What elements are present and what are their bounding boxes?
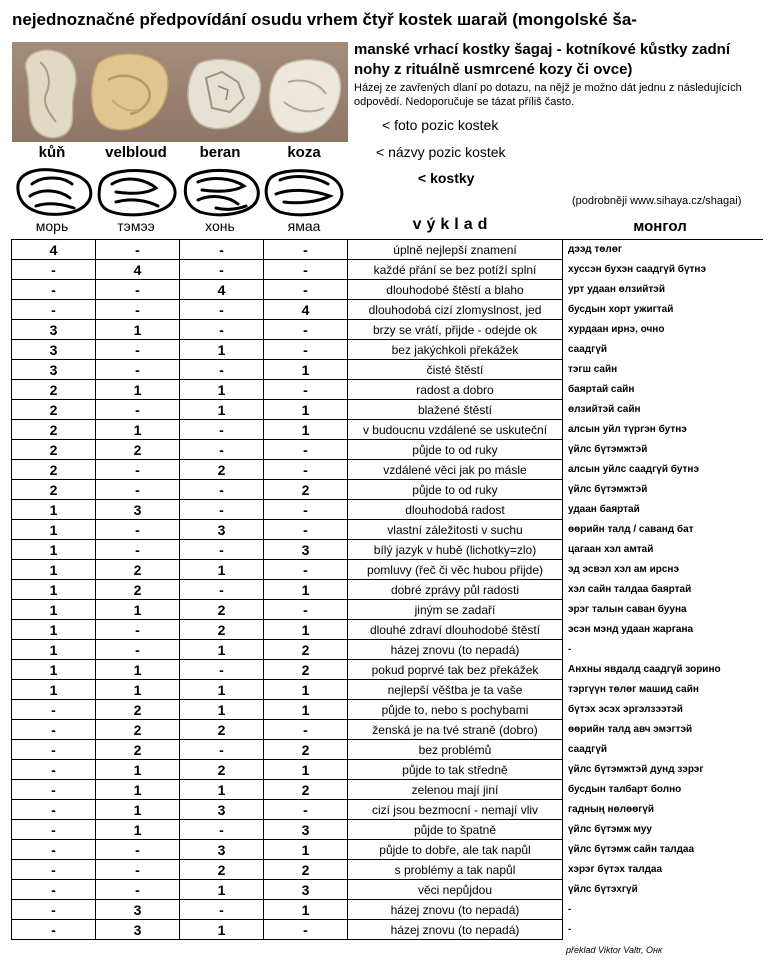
count-goat: 2 xyxy=(264,660,348,680)
interpretation-mn: бусдын талбарт болно xyxy=(568,783,682,795)
count-goat: 1 xyxy=(264,620,348,640)
count-sheep: 1 xyxy=(180,880,264,900)
interpretation-cz: pokud poprvé tak bez překážek xyxy=(348,660,563,680)
table-row xyxy=(12,260,763,280)
interpretation-cz: dlouhodobé štěstí a blaho xyxy=(348,280,563,300)
interpretation-mn: үйлс бүтэмжтэй xyxy=(568,443,648,455)
count-horse: 1 xyxy=(12,600,96,620)
table-row xyxy=(12,680,763,700)
count-horse: - xyxy=(12,880,96,900)
count-camel: 3 xyxy=(96,920,180,940)
interpretation-mn: саадгүй xyxy=(568,743,608,755)
count-horse: 1 xyxy=(12,520,96,540)
count-camel: - xyxy=(96,620,180,640)
interpretation-mn: үйлс бүтэмж сайн талдаа xyxy=(568,843,695,855)
count-sheep: - xyxy=(180,320,264,340)
interpretation-cz: brzy se vrátí, přijde - odejde ok xyxy=(348,320,563,340)
table-row xyxy=(12,840,763,860)
photo-label: < foto pozic kostek xyxy=(382,117,499,133)
interpretation-cz: půjde to od ruky xyxy=(348,480,563,500)
count-camel: - xyxy=(96,640,180,660)
interpretation-cz: pomluvy (řeč či věc hubou přijde) xyxy=(348,560,563,580)
column-header-vyklad: výklad xyxy=(412,216,493,233)
table-row xyxy=(12,240,763,260)
count-camel: - xyxy=(96,360,180,380)
count-sheep: - xyxy=(180,540,264,560)
count-goat: 3 xyxy=(264,880,348,900)
count-goat: 1 xyxy=(264,420,348,440)
count-goat: - xyxy=(264,920,348,940)
interpretation-cz: blažené štěstí xyxy=(348,400,563,420)
instructions-note: Házej ze zavřených dlaní po dotazu, na nějž je možno dát jednu z následujících odpovědí. Nedoporučuje se tázat příliš často. xyxy=(354,82,742,108)
interpretation-cz: bez jakýchkoli překážek xyxy=(348,340,563,360)
count-horse: - xyxy=(12,260,96,280)
count-goat: 3 xyxy=(264,540,348,560)
count-sheep: 3 xyxy=(180,800,264,820)
interpretation-mn: урт удаан өлзийтэй xyxy=(568,283,665,295)
count-goat: 1 xyxy=(264,700,348,720)
count-camel: - xyxy=(96,540,180,560)
count-sheep: - xyxy=(180,420,264,440)
count-sheep: 1 xyxy=(180,920,264,940)
table-row xyxy=(12,580,763,600)
count-goat: 1 xyxy=(264,400,348,420)
table-row xyxy=(12,860,763,880)
position-names-mongolian xyxy=(12,218,348,236)
bone-horse-drawing xyxy=(18,170,91,215)
interpretation-cz: v budoucnu vzdálené se uskuteční xyxy=(348,420,563,440)
table-row xyxy=(12,340,763,360)
count-sheep: - xyxy=(180,660,264,680)
interpretation-mn: эрэг талын саван бууна xyxy=(568,603,687,615)
count-sheep: - xyxy=(180,440,264,460)
table-row xyxy=(12,900,763,920)
interpretation-mn: дээд төлөг xyxy=(563,240,763,260)
position-mn-camel: тэмээ xyxy=(117,218,155,234)
interpretation-cz: nejlepší věštba je ta vaše xyxy=(348,680,563,700)
interpretation-cz: házej znovu (to nepadá) xyxy=(348,900,563,920)
position-camel: velbloud xyxy=(105,144,167,161)
interpretation-mn: баяртай сайн xyxy=(568,383,635,395)
interpretation-cz: každé přání se bez potíží splní xyxy=(348,260,563,280)
interpretation-cz: bílý jazyk v hubě (lichotky=zlo) xyxy=(348,540,563,560)
interpretation-cz: radost a dobro xyxy=(348,380,563,400)
count-camel: 2 xyxy=(96,560,180,580)
interpretation-mn: эсэн мэнд удаан жаргана xyxy=(568,623,694,635)
interpretation-cz: věci nepůjdou xyxy=(348,880,563,900)
page-title: nejednoznačné předpovídání osudu vrhem čtyř kostek шагай (mongolské ša- xyxy=(12,10,637,29)
bone-sheep-drawing xyxy=(185,171,258,215)
table-row xyxy=(12,300,763,320)
interpretation-mn: алсын уйл түргэн бутнэ xyxy=(568,423,687,435)
position-goat: koza xyxy=(287,144,321,161)
count-camel: 1 xyxy=(96,820,180,840)
count-horse: 1 xyxy=(12,580,96,600)
count-goat: 1 xyxy=(264,900,348,920)
interpretation-mn: удаан баяртай xyxy=(568,503,640,515)
bones-photo xyxy=(12,42,348,142)
table-row xyxy=(12,820,763,840)
count-sheep: - xyxy=(180,300,264,320)
table-row xyxy=(12,740,763,760)
table-row xyxy=(12,380,763,400)
interpretation-mn: хэл сайн талдаа баяртай xyxy=(568,583,692,595)
count-sheep: 1 xyxy=(180,380,264,400)
count-goat: - xyxy=(264,520,348,540)
position-mn-goat: ямаа xyxy=(287,218,321,234)
interpretation-cz: dobré zprávy půl radosti xyxy=(348,580,563,600)
count-sheep: 1 xyxy=(180,560,264,580)
table-row xyxy=(12,540,763,560)
count-camel: 1 xyxy=(96,780,180,800)
count-horse: 2 xyxy=(12,440,96,460)
interpretation-cz: zelenou mají jiní xyxy=(348,780,563,800)
count-goat: - xyxy=(264,600,348,620)
count-horse: - xyxy=(12,780,96,800)
count-camel: 1 xyxy=(96,680,180,700)
interpretation-mn: эд эсвэл хэл ам ирснэ xyxy=(568,563,679,575)
position-sheep: beran xyxy=(199,144,241,161)
count-horse: 3 xyxy=(12,320,96,340)
count-goat: 4 xyxy=(264,300,348,320)
count-horse: 1 xyxy=(12,660,96,680)
interpretation-cz: házej znovu (to nepadá) xyxy=(348,920,563,940)
interpretation-cz: úplně nejlepší znamení xyxy=(348,240,563,260)
count-goat: 1 xyxy=(264,580,348,600)
count-sheep: 2 xyxy=(180,760,264,780)
count-horse: 1 xyxy=(12,540,96,560)
count-camel: 4 xyxy=(96,260,180,280)
count-goat: 1 xyxy=(264,840,348,860)
interpretation-mn: үйлс бүтэмжтэй дунд зэрэг xyxy=(568,763,704,775)
bone-photo-camel xyxy=(92,54,168,130)
count-sheep: 1 xyxy=(180,400,264,420)
count-camel: 3 xyxy=(96,500,180,520)
count-goat: - xyxy=(264,500,348,520)
interpretation-cz: čisté štěstí xyxy=(348,360,563,380)
interpretation-mn: саадгүй xyxy=(568,343,608,355)
count-goat: - xyxy=(264,260,348,280)
count-horse: - xyxy=(12,860,96,880)
interpretation-mn: үйлс бүтэмжтэй xyxy=(568,483,648,495)
position-mn-sheep: хонь xyxy=(205,218,235,234)
count-camel: 1 xyxy=(96,660,180,680)
count-horse: - xyxy=(12,900,96,920)
count-camel: - xyxy=(96,840,180,860)
count-goat: 3 xyxy=(264,820,348,840)
count-sheep: 1 xyxy=(180,640,264,660)
interpretation-cz: bez problémů xyxy=(348,740,563,760)
count-camel: - xyxy=(96,520,180,540)
table-row xyxy=(12,320,763,340)
count-horse: - xyxy=(12,280,96,300)
count-horse: 1 xyxy=(12,500,96,520)
count-goat: - xyxy=(264,340,348,360)
count-sheep: - xyxy=(180,740,264,760)
count-camel: - xyxy=(96,340,180,360)
bones-label: < kostky xyxy=(418,170,475,186)
count-camel: - xyxy=(96,280,180,300)
interpretation-cz: půjde to tak středně xyxy=(348,760,563,780)
table-row xyxy=(12,280,763,300)
count-camel: 2 xyxy=(96,700,180,720)
count-horse: 2 xyxy=(12,460,96,480)
count-sheep: 3 xyxy=(180,520,264,540)
interpretation-mn: хуссэн бухэн саадгүй бүтнэ xyxy=(568,263,706,275)
count-camel: 2 xyxy=(96,720,180,740)
count-camel: - xyxy=(96,300,180,320)
bone-photo-horse xyxy=(25,50,76,138)
count-camel: 2 xyxy=(96,440,180,460)
table-row xyxy=(12,500,763,520)
count-horse: - xyxy=(12,300,96,320)
interpretation-mn: - xyxy=(568,903,572,915)
interpretation-mn: цагаан хэл амтай xyxy=(568,543,654,555)
subtitle: manské vrhací kostky šagaj - kotníkové kůstky zadní nohy z rituálně usmrcené kozy či ovce) xyxy=(354,41,730,78)
count-goat: 2 xyxy=(264,640,348,660)
interpretation-mn: өөрийн талд / саванд бат xyxy=(568,523,694,535)
bone-photo-sheep xyxy=(188,59,261,128)
interpretation-cz: s problémy a tak napůl xyxy=(348,860,563,880)
count-camel: 1 xyxy=(96,760,180,780)
count-camel: - xyxy=(96,400,180,420)
count-camel: 1 xyxy=(96,380,180,400)
count-goat: - xyxy=(264,280,348,300)
bone-camel-drawing xyxy=(99,171,175,215)
count-sheep: 4 xyxy=(180,280,264,300)
position-mn-horse: морь xyxy=(35,218,69,234)
count-camel: - xyxy=(96,240,180,260)
count-horse: 1 xyxy=(12,640,96,660)
column-header-mongol: монгол xyxy=(633,218,687,235)
table-row xyxy=(12,440,763,460)
count-horse: - xyxy=(12,920,96,940)
interpretation-mn: хурдаан ирнэ, очно xyxy=(568,323,665,335)
table-row xyxy=(12,660,763,680)
table-row xyxy=(12,520,763,540)
count-horse: 2 xyxy=(12,420,96,440)
count-camel: - xyxy=(96,480,180,500)
count-goat: 2 xyxy=(264,740,348,760)
table-row xyxy=(12,360,763,380)
count-horse: - xyxy=(12,700,96,720)
count-horse: - xyxy=(12,740,96,760)
count-horse: 1 xyxy=(12,620,96,640)
table-row xyxy=(12,780,763,800)
divination-table xyxy=(11,239,763,940)
count-goat: - xyxy=(264,380,348,400)
count-camel: 1 xyxy=(96,420,180,440)
table-row xyxy=(12,920,763,940)
count-sheep: 1 xyxy=(180,780,264,800)
count-goat: - xyxy=(264,240,348,260)
count-sheep: 2 xyxy=(180,860,264,880)
table-row xyxy=(12,420,763,440)
position-names xyxy=(12,144,348,164)
count-goat: - xyxy=(264,560,348,580)
count-camel: 2 xyxy=(96,740,180,760)
interpretation-mn: тэгш сайн xyxy=(568,363,618,375)
bone-photo-goat xyxy=(270,60,341,133)
interpretation-mn: хэрэг бүтэх талдаа xyxy=(568,863,663,875)
count-goat: 1 xyxy=(264,680,348,700)
count-goat: - xyxy=(264,440,348,460)
interpretation-cz: vzdálené věci jak po másle xyxy=(348,460,563,480)
count-sheep: 3 xyxy=(180,840,264,860)
interpretation-mn: - xyxy=(568,643,572,655)
table-row xyxy=(12,760,763,780)
table-row xyxy=(12,800,763,820)
count-sheep: - xyxy=(180,240,264,260)
table-row xyxy=(12,400,763,420)
interpretation-cz: ženská je na tvé straně (dobro) xyxy=(348,720,563,740)
count-sheep: 2 xyxy=(180,720,264,740)
count-camel: 1 xyxy=(96,320,180,340)
interpretation-cz: dlouhodobá cizí zlomyslnost, jed xyxy=(348,300,563,320)
interpretation-cz: půjde to, nebo s pochybami xyxy=(348,700,563,720)
count-camel: 1 xyxy=(96,600,180,620)
table-row xyxy=(12,620,763,640)
count-goat: - xyxy=(264,800,348,820)
count-horse: - xyxy=(12,760,96,780)
count-horse: - xyxy=(12,820,96,840)
interpretation-cz: dlouhé zdraví dlouhodobé štěstí xyxy=(348,620,563,640)
count-horse: 3 xyxy=(12,340,96,360)
interpretation-cz: dlouhodobá radost xyxy=(348,500,563,520)
count-goat: 2 xyxy=(264,860,348,880)
count-sheep: - xyxy=(180,260,264,280)
count-sheep: - xyxy=(180,360,264,380)
interpretation-cz: půjde to špatně xyxy=(348,820,563,840)
position-names-label: < názvy pozic kostek xyxy=(376,144,506,160)
count-horse: 3 xyxy=(12,360,96,380)
count-sheep: 2 xyxy=(180,460,264,480)
count-camel: - xyxy=(96,880,180,900)
interpretation-mn: Анхны явдалд саадгүй зорино xyxy=(568,663,721,675)
count-camel: 1 xyxy=(96,800,180,820)
count-goat: 2 xyxy=(264,480,348,500)
table-row xyxy=(12,640,763,660)
interpretation-mn: - xyxy=(568,923,572,935)
count-camel: - xyxy=(96,860,180,880)
interpretation-mn: үйлс бүтэмж муу xyxy=(568,823,652,835)
interpretation-mn: тэргүүн төлөг машид сайн xyxy=(568,683,699,695)
count-horse: 2 xyxy=(12,380,96,400)
table-row xyxy=(12,600,763,620)
interpretation-mn: алсын уйлс саадгүй бутнэ xyxy=(568,463,699,475)
count-sheep: - xyxy=(180,820,264,840)
interpretation-cz: házej znovu (to nepadá) xyxy=(348,640,563,660)
count-sheep: 2 xyxy=(180,600,264,620)
count-goat: - xyxy=(264,320,348,340)
count-goat: - xyxy=(264,720,348,740)
count-horse: 4 xyxy=(12,240,96,260)
interpretation-cz: půjde to dobře, ale tak napůl xyxy=(348,840,563,860)
interpretation-mn: үйлс бүтэхгүй xyxy=(568,883,638,895)
count-horse: 2 xyxy=(12,480,96,500)
count-sheep: 1 xyxy=(180,340,264,360)
count-horse: 2 xyxy=(12,400,96,420)
count-horse: - xyxy=(12,840,96,860)
count-sheep: - xyxy=(180,480,264,500)
count-goat: 1 xyxy=(264,360,348,380)
count-goat: 1 xyxy=(264,760,348,780)
count-horse: 1 xyxy=(12,680,96,700)
count-sheep: 1 xyxy=(180,680,264,700)
table-row xyxy=(12,720,763,740)
interpretation-mn: гадның нөлөөгүй xyxy=(568,803,655,815)
interpretation-cz: vlastní záležitosti v suchu xyxy=(348,520,563,540)
table-row xyxy=(12,460,763,480)
position-horse: kůň xyxy=(38,144,66,161)
interpretation-mn: өөрийн талд авч эмэгтэй xyxy=(568,723,693,735)
interpretation-mn: бусдын хорт ужигтай xyxy=(568,303,674,315)
count-sheep: 2 xyxy=(180,620,264,640)
count-sheep: 1 xyxy=(180,700,264,720)
interpretation-cz: jiným se zadaří xyxy=(348,600,563,620)
bones-drawing xyxy=(12,164,348,218)
count-sheep: - xyxy=(180,900,264,920)
interpretation-cz: cizí jsou bezmocní - nemají vliv xyxy=(348,800,563,820)
count-goat: 2 xyxy=(264,780,348,800)
count-horse: - xyxy=(12,720,96,740)
count-horse: 1 xyxy=(12,560,96,580)
interpretation-cz: půjde to od ruky xyxy=(348,440,563,460)
table-row xyxy=(12,700,763,720)
table-row xyxy=(12,560,763,580)
table-row xyxy=(12,880,763,900)
count-goat: - xyxy=(264,460,348,480)
interpretation-mn: өлзийтэй сайн xyxy=(568,403,641,415)
count-sheep: - xyxy=(180,580,264,600)
count-camel: 3 xyxy=(96,900,180,920)
count-sheep: - xyxy=(180,500,264,520)
count-camel: - xyxy=(96,460,180,480)
count-camel: 2 xyxy=(96,580,180,600)
bone-goat-drawing xyxy=(266,171,342,215)
table-row xyxy=(12,480,763,500)
count-horse: - xyxy=(12,800,96,820)
translator-credit: překlad Viktor Valtr, Онк xyxy=(566,945,663,955)
interpretation-mn: бүтэх эсэх эргэлзээтэй xyxy=(568,703,683,715)
more-info-link: (podrobněji www.sihaya.cz/shagai) xyxy=(572,195,742,207)
